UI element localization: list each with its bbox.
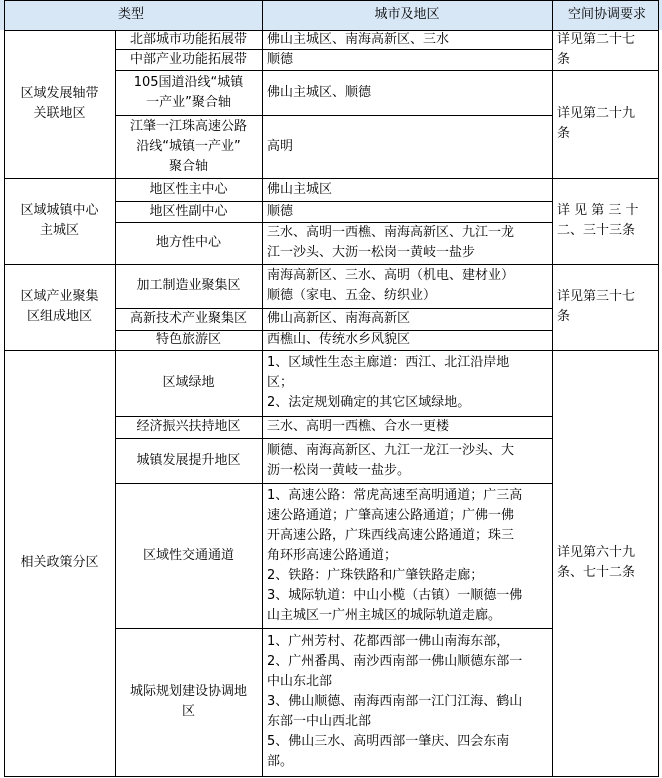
city-cell-line: 沥一松岗一黄岐一盐步。 — [267, 462, 411, 478]
group-name-cell-line: 主城区 — [39, 223, 79, 238]
row-separator — [115, 201, 552, 202]
subtype-cell — [115, 201, 262, 222]
row-separator — [115, 308, 552, 309]
city-cell-line: 2、广州番禺、南沙西南部一佛山顺德东部一 — [267, 654, 523, 669]
border-right — [658, 0, 659, 777]
city-cell-line: 3、佛山顺德、南海西南部一江门江海、鹤山 — [267, 694, 523, 709]
city-cell — [262, 222, 552, 264]
city-cell-line: 2、铁路：广珠铁路和广肇铁路走廊； — [267, 567, 484, 583]
subtype-cell — [115, 628, 262, 776]
city-cell-line: 1、区域性生态主廊道：西江、北江沿岸地 — [267, 355, 510, 370]
city-cell-line: 高明 — [267, 138, 294, 154]
city-cell-line: 东部一中山西北部 — [267, 714, 372, 729]
subtype-cell — [115, 483, 262, 628]
subtype-cell-line: 聚合轴 — [168, 158, 208, 174]
requirement-cell-line: 详见第三十七 — [557, 289, 636, 304]
requirement-cell-line: 条 — [557, 309, 571, 324]
subtype-cell — [115, 49, 262, 70]
city-cell-line: 山主城区一广州主城区的城际轨道走廊。 — [267, 607, 502, 623]
subtype-cell-line: 沿线“城镇一产业” — [136, 138, 241, 154]
city-cell-line: 三水、高明一西樵、南海高新区、九江一龙 — [267, 225, 515, 240]
subtype-cell-line: 区域性交通通道 — [142, 547, 234, 563]
subtype-cell-line: 地区性主中心 — [149, 181, 228, 197]
city-cell — [262, 330, 552, 350]
subtype-cell-line: 城镇发展提升地区 — [136, 452, 241, 468]
subtype-cell-line: 北部城市功能拓展带 — [129, 31, 247, 47]
row-separator — [115, 483, 552, 484]
requirement-cell — [552, 30, 658, 70]
subtype-cell-line: 区域绿地 — [162, 375, 215, 390]
group-name-cell-line: 区域产业聚集 — [20, 289, 99, 304]
city-cell — [262, 628, 552, 776]
city-cell — [262, 30, 552, 49]
group-separator — [4, 178, 659, 179]
city-cell — [262, 483, 552, 628]
subtype-cell — [115, 222, 262, 264]
city-cell-line: 顺德 — [267, 203, 294, 219]
subtype-cell — [115, 115, 262, 178]
requirement-cell-line: 详见第六十九 — [557, 545, 636, 560]
city-cell-line: 江一沙头、大沥一松岗一黄岐一盐步 — [267, 245, 476, 260]
row-separator — [115, 222, 552, 223]
city-cell-line: 顺德（家电、五金、纺织业） — [267, 288, 437, 303]
subtype-cell-line: 一产业”聚合轴 — [146, 94, 231, 110]
city-cell-line: 佛山主城区、顺德 — [267, 84, 372, 100]
requirement-cell-line: 条、七十二条 — [557, 565, 636, 580]
subtype-cell — [115, 438, 262, 483]
divider-subtype — [115, 30, 116, 777]
row-separator — [115, 115, 552, 116]
city-cell-line: 速公路通道；广肇高速公路通道；广佛一佛 — [267, 507, 515, 523]
group-name-cell-line: 区域城镇中心 — [20, 203, 99, 218]
subtype-cell-line: 地方性中心 — [155, 235, 221, 250]
group-name-cell — [4, 350, 115, 776]
subtype-cell-line: 经济振兴扶持地区 — [136, 419, 241, 434]
requirement-cell-line: 详 见 第 三 十 — [557, 203, 639, 218]
subtype-cell-line: 江肇一江珠高速公路 — [129, 118, 247, 134]
row-separator — [115, 416, 552, 417]
subtype-cell — [115, 178, 262, 201]
row-separator — [115, 330, 552, 331]
city-cell — [262, 264, 552, 308]
requirement-cell-line: 条 — [557, 126, 571, 141]
subtype-cell-line: 中部产业功能拓展带 — [129, 51, 247, 67]
city-cell-line: 开高速公路，广珠西线高速公路通道；珠三 — [267, 527, 515, 543]
header-type: 类型 — [0, 0, 262, 30]
row-separator — [115, 70, 552, 71]
city-cell-line: 佛山主城区、南海高新区、三水 — [267, 31, 450, 47]
subtype-cell-line: 高新技术产业聚集区 — [129, 311, 247, 326]
group-separator — [4, 264, 659, 265]
subtype-cell — [115, 30, 262, 49]
city-cell-line: 区； — [267, 375, 294, 390]
city-cell-line: 2、法定规划确定的其它区域绿地。 — [267, 395, 471, 410]
requirement-cell — [552, 350, 658, 776]
city-cell — [262, 416, 552, 438]
group-name-cell-line: 区组成地区 — [26, 309, 92, 324]
subtype-cell-line: 105国道沿线“城镇 — [133, 74, 244, 90]
city-cell — [262, 70, 552, 115]
city-cell-line: 佛山高新区、南海高新区 — [267, 311, 411, 326]
group-separator — [4, 350, 659, 351]
border-top — [4, 0, 659, 1]
city-cell — [262, 49, 552, 70]
group-name-cell — [4, 30, 115, 178]
city-cell-line: 1、广州芳村、花都西部一佛山南海东部， — [267, 634, 510, 649]
city-cell — [262, 201, 552, 222]
city-cell-line: 部。 — [267, 754, 294, 769]
city-cell-line: 南海高新区、三水、高明（机电、建材业） — [267, 268, 515, 283]
city-cell-line: 中山东北部 — [267, 674, 333, 689]
city-cell — [262, 115, 552, 178]
subtype-cell — [115, 330, 262, 350]
subtype-cell — [115, 350, 262, 416]
subtype-cell — [115, 70, 262, 115]
row-separator — [115, 438, 552, 439]
city-cell-line: 佛山主城区 — [267, 181, 333, 197]
city-cell-line: 3、城际轨道：中山小榄（古镇）一顺德一佛 — [267, 587, 523, 603]
city-cell — [262, 350, 552, 416]
border-bottom — [4, 776, 659, 777]
header-city: 城市及地区 — [262, 0, 552, 30]
city-cell-line: 西樵山、传统水乡风貌区 — [267, 332, 411, 347]
requirement-cell-line: 二、三十三条 — [557, 223, 636, 238]
subtype-cell — [115, 264, 262, 308]
city-cell-line: 角环形高速公路通道； — [267, 547, 398, 563]
requirement-cell-line: 详见第二十七 — [557, 32, 636, 47]
requirement-separator — [552, 70, 658, 71]
header-bottom — [4, 30, 659, 31]
subtype-cell — [115, 308, 262, 330]
subtype-cell-line: 地区性副中心 — [149, 203, 228, 219]
divider-requirement — [552, 0, 553, 777]
city-cell-line: 顺德、南海高新区、九江一龙江一沙头、大 — [267, 442, 515, 458]
group-name-cell-line: 区域发展轴带 — [20, 86, 99, 101]
requirement-cell — [552, 70, 658, 178]
city-cell — [262, 308, 552, 330]
subtype-cell-line: 区 — [181, 704, 195, 719]
row-separator — [115, 628, 552, 629]
requirement-cell-line: 详见第二十九 — [557, 106, 636, 121]
divider-city — [262, 0, 263, 777]
requirement-cell — [552, 264, 658, 350]
city-cell-line: 顺德 — [267, 51, 294, 67]
city-cell-line: 三水、高明一西樵、合水一更楼 — [267, 419, 450, 434]
city-cell-line: 1、高速公路：常虎高速至高明通道；广三高 — [267, 487, 523, 503]
row-separator — [115, 49, 552, 50]
city-cell — [262, 438, 552, 483]
group-name-cell-line: 关联地区 — [33, 106, 86, 121]
requirement-cell — [552, 178, 658, 264]
city-cell-line: 5、佛山三水、高明西部一肇庆、四会东南 — [267, 734, 510, 749]
subtype-cell — [115, 416, 262, 438]
header-requirement: 空间协调要求 — [552, 0, 662, 30]
requirement-cell-line: 条 — [557, 52, 571, 67]
group-name-cell — [4, 264, 115, 350]
subtype-cell-line: 加工制造业聚集区 — [136, 278, 241, 293]
group-name-cell-line: 相关政策分区 — [20, 555, 99, 570]
subtype-cell-line: 特色旅游区 — [155, 332, 221, 347]
group-name-cell — [4, 178, 115, 264]
city-cell — [262, 178, 552, 201]
subtype-cell-line: 城际规划建设协调地 — [129, 684, 247, 699]
border-left — [4, 0, 5, 777]
